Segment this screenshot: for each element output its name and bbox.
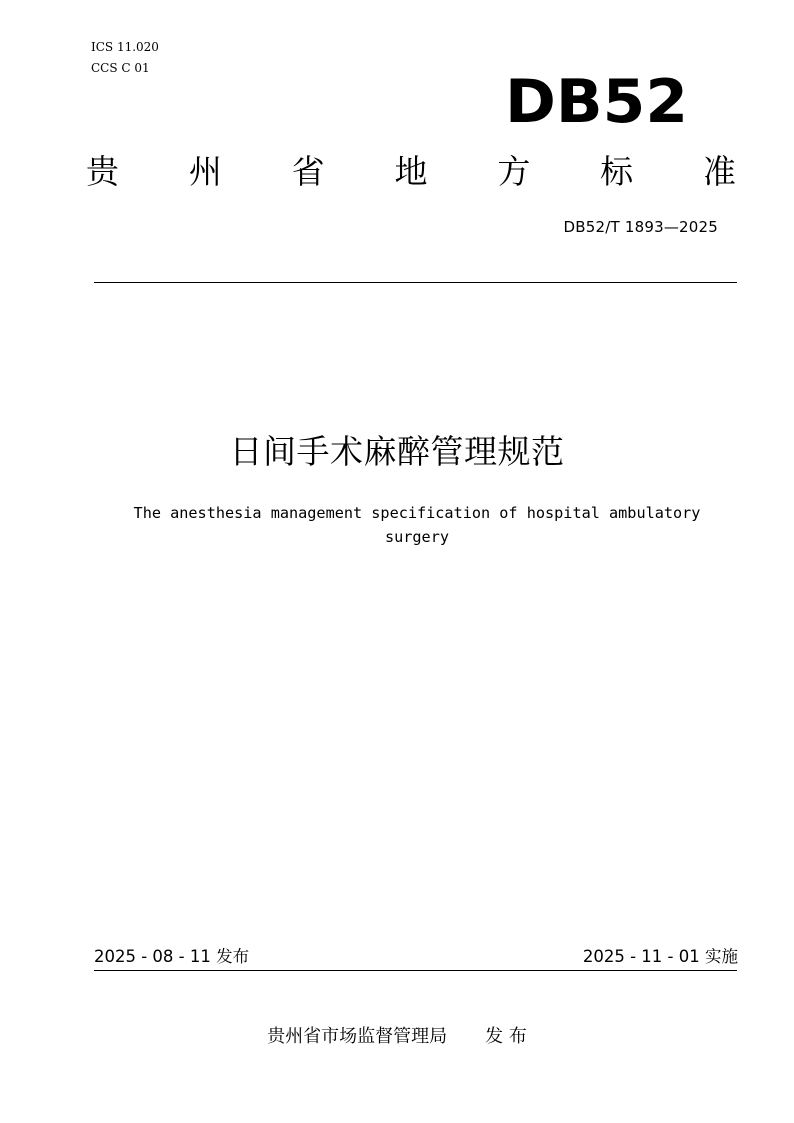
title-char: 州: [188, 152, 222, 191]
issuer-line: [0, 1025, 794, 1049]
ics-code: ICS 11.020: [91, 40, 159, 54]
title-char: 准: [702, 152, 736, 191]
english-title: The anesthesia management specification of hospital ambulatory surgery: [133, 504, 701, 546]
title-char: 地: [394, 152, 428, 191]
db52-logo-text: DB52: [505, 70, 688, 128]
top-divider: [94, 282, 737, 283]
title-char: 贵: [86, 152, 119, 191]
province-standard-title: [86, 150, 736, 194]
issuer-name: 贵州省市场监督管理局: [267, 1026, 448, 1047]
issue-date: 2025 - 08 - 11 发布: [94, 947, 250, 966]
bottom-divider: [94, 970, 737, 971]
ccs-code: CCS C 01: [91, 61, 150, 75]
title-char: 方: [497, 152, 531, 191]
db52-logo: [505, 70, 690, 128]
standard-number: DB52/T 1893—2025: [563, 218, 718, 236]
title-char: 省: [291, 152, 325, 191]
issuer-action: 发 布: [485, 1026, 527, 1047]
chinese-title: 日间手术麻醉管理规范: [229, 432, 565, 471]
implementation-date: 2025 - 11 - 01 实施: [582, 947, 738, 966]
title-char: 标: [600, 152, 634, 191]
